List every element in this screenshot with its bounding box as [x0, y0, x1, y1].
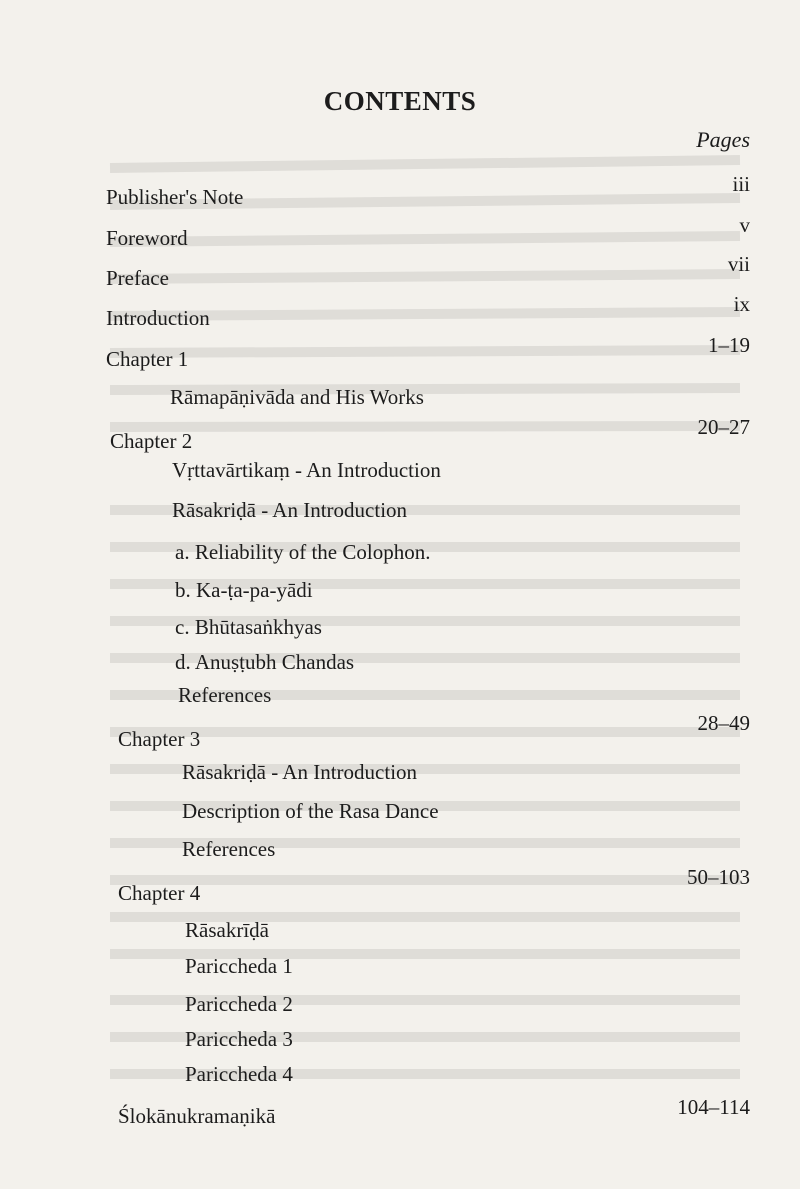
- toc-entry-title: Preface: [106, 266, 169, 290]
- page-title: CONTENTS: [323, 86, 477, 116]
- toc-entry-page: vii: [727, 252, 750, 276]
- toc-entry-title: References: [182, 837, 276, 861]
- toc-entry-title: Introduction: [106, 306, 210, 330]
- toc-entry-title: Description of the Rasa Dance: [182, 799, 439, 823]
- toc-entry-title: Foreword: [106, 226, 188, 250]
- toc-entry-title: a. Reliability of the Colophon.: [175, 540, 431, 564]
- toc-entry-title: d. Anuṣṭubh Chandas: [175, 650, 355, 674]
- toc-entry-title: Rāsakrīḍā: [185, 918, 269, 942]
- toc-entry-title: Chapter 2: [110, 429, 193, 453]
- toc-entry-title: Chapter 3: [118, 727, 201, 751]
- toc-entry-page: ix: [733, 292, 750, 316]
- toc-entry-page: iii: [732, 172, 750, 196]
- pages-column-heading: Pages: [696, 127, 750, 152]
- toc-entry-title: Chapter 4: [118, 881, 201, 905]
- toc-entry-page: 28–49: [697, 711, 750, 735]
- toc-entry-title: Ślokānukramaṇikā: [118, 1104, 276, 1128]
- toc-entry-title: Chapter 1: [106, 347, 189, 371]
- toc-entry-title: Vṛttavārtikaṃ - An Introduction: [172, 458, 441, 482]
- toc-entry-title: Pariccheda 4: [185, 1062, 293, 1086]
- toc-entry-page: 50–103: [687, 865, 750, 889]
- toc-entry-title: Rāmapāṇivāda and His Works: [170, 385, 424, 409]
- toc-entry-title: Publisher's Note: [106, 185, 244, 209]
- toc-entry-page: 104–114: [677, 1095, 750, 1119]
- toc-entry-page: 1–19: [708, 333, 750, 357]
- toc-entry-title: Pariccheda 1: [185, 954, 293, 978]
- toc-entry-title: Pariccheda 2: [185, 992, 293, 1016]
- toc-entry-title: Pariccheda 3: [185, 1027, 293, 1051]
- toc-entry-title: c. Bhūtasaṅkhyas: [175, 615, 322, 639]
- toc-entry-title: b. Ka-ṭa-pa-yādi: [175, 578, 313, 602]
- toc-entry-title: Rāsakriḍā - An Introduction: [182, 760, 418, 784]
- toc-entry-title: Rāsakriḍā - An Introduction: [172, 498, 408, 522]
- toc-entry-page: 20–27: [697, 415, 750, 439]
- toc-entry-page: v: [739, 213, 750, 237]
- toc-entry-title: References: [178, 683, 272, 707]
